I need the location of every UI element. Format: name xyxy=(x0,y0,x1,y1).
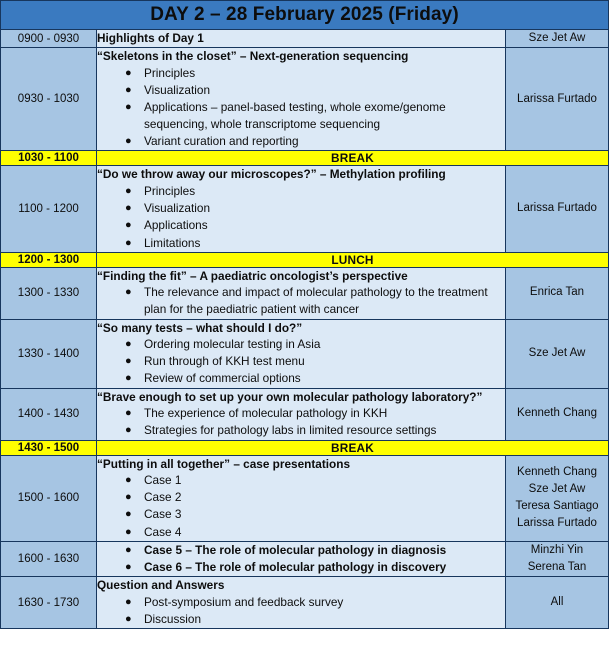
bullet-dot-icon: ● xyxy=(125,508,132,521)
bullet-dot-icon: ● xyxy=(125,474,132,487)
session-time-cell: 1400 - 1430 xyxy=(1,388,97,440)
session-bullet-list xyxy=(97,405,505,439)
bullet-text: Case 6 – The role of molecular pathology in discovery xyxy=(144,559,447,574)
session-row xyxy=(1,166,609,252)
break-row xyxy=(1,440,609,455)
bullet-item xyxy=(97,82,505,99)
speaker-cell xyxy=(506,48,609,151)
session-bullet-list xyxy=(97,472,505,540)
bullet-dot-icon: ● xyxy=(125,560,132,573)
session-time-cell: 0900 - 0930 xyxy=(1,30,97,48)
session-title: “Skeletons in the closet” – Next-generation sequencing xyxy=(97,49,409,64)
bullet-dot-icon: ● xyxy=(125,595,132,608)
session-row xyxy=(1,319,609,388)
bullet-dot-icon: ● xyxy=(125,135,132,148)
session-topic-cell xyxy=(97,541,506,577)
bullet-item xyxy=(97,200,505,217)
bullet-item xyxy=(97,559,505,576)
bullet-item xyxy=(97,133,505,150)
bullet-text: Case 1 xyxy=(144,473,182,488)
break-row xyxy=(1,151,609,166)
session-topic-cell xyxy=(97,166,506,252)
bullet-text: Case 3 xyxy=(144,507,182,522)
bullet-text: Visualization xyxy=(144,201,211,216)
speaker-name: Minzhi Yin xyxy=(530,543,584,556)
bullet-text: Case 4 xyxy=(144,524,182,539)
bullet-text: Strategies for pathology labs in limited resource settings xyxy=(144,423,437,438)
bullet-item xyxy=(97,542,505,559)
bullet-item xyxy=(97,370,505,387)
speaker-name: Larissa Furtado xyxy=(517,517,597,530)
bullet-text: Principles xyxy=(144,66,196,80)
bullet-item xyxy=(97,353,505,370)
bullet-dot-icon: ● xyxy=(125,84,132,97)
bullet-dot-icon: ● xyxy=(125,543,132,556)
session-topic-cell xyxy=(97,319,506,388)
bullet-text: Visualization xyxy=(144,83,211,98)
speaker-name: Serena Tan xyxy=(527,560,587,573)
bullet-item xyxy=(97,217,505,234)
session-row xyxy=(1,541,609,577)
bullet-dot-icon: ● xyxy=(125,185,132,198)
speaker-name: Larissa Furtado xyxy=(517,92,597,105)
bullet-item xyxy=(97,472,505,489)
bullet-text: Case 2 xyxy=(144,490,182,505)
bullet-text: Variant curation and reporting xyxy=(144,134,299,149)
day-title: DAY 2 – 28 February 2025 (Friday) xyxy=(1,1,609,30)
break-label: LUNCH xyxy=(97,252,609,267)
session-title: “Brave enough to set up your own molecular pathology laboratory?” xyxy=(97,389,483,404)
bullet-dot-icon: ● xyxy=(125,101,132,114)
speaker-cell xyxy=(506,388,609,440)
bullet-dot-icon: ● xyxy=(125,525,132,538)
bullet-text: Limitations xyxy=(144,235,201,250)
session-title: “Do we throw away our microscopes?” – Methylation profiling xyxy=(97,167,446,182)
bullet-text: Case 5 – The role of molecular pathology in diagnosis xyxy=(144,542,447,557)
break-label: BREAK xyxy=(97,151,609,166)
speaker-cell xyxy=(506,455,609,541)
bullet-text: The experience of molecular pathology in KKH xyxy=(144,406,388,421)
speaker-cell xyxy=(506,166,609,252)
bullet-text: Post-symposium and feedback survey xyxy=(144,594,344,609)
session-time-cell: 1500 - 1600 xyxy=(1,455,97,541)
break-time-cell: 1030 - 1100 xyxy=(1,151,97,166)
session-row xyxy=(1,48,609,151)
speaker-name: Teresa Santiago xyxy=(515,500,599,513)
session-row xyxy=(1,267,609,319)
session-row xyxy=(1,388,609,440)
speaker-name: Larissa Furtado xyxy=(517,202,597,215)
bullet-dot-icon: ● xyxy=(125,338,132,351)
speaker-cell xyxy=(506,319,609,388)
bullet-dot-icon: ● xyxy=(125,424,132,437)
bullet-dot-icon: ● xyxy=(125,372,132,385)
bullet-text: Applications – panel-based testing, whole exome/genome sequencing, whole transcriptome sequencing xyxy=(144,100,446,132)
session-row xyxy=(1,30,609,48)
bullet-text: Review of commercial options xyxy=(144,371,301,386)
bullet-item xyxy=(97,594,505,611)
session-time-cell: 0930 - 1030 xyxy=(1,48,97,151)
speaker-name: Sze Jet Aw xyxy=(528,32,586,44)
bullet-item xyxy=(97,506,505,523)
bullet-item xyxy=(97,489,505,506)
bullet-item xyxy=(97,183,505,200)
bullet-text: Discussion xyxy=(144,611,202,626)
break-time-cell: 1430 - 1500 xyxy=(1,440,97,455)
session-title: “Putting in all together” – case presentations xyxy=(97,456,351,471)
bullet-text: Applications xyxy=(144,218,208,233)
bullet-item xyxy=(97,524,505,541)
speaker-name: Kenneth Chang xyxy=(517,465,597,478)
session-topic-cell xyxy=(97,48,506,151)
bullet-text: Principles xyxy=(144,184,196,199)
speaker-name: Sze Jet Aw xyxy=(528,346,586,359)
bullet-item xyxy=(97,99,505,133)
bullet-item xyxy=(97,65,505,82)
bullet-text: Run through of KKH test menu xyxy=(144,354,305,369)
bullet-item xyxy=(97,611,505,628)
session-bullet-list xyxy=(97,542,505,576)
speaker-name: All xyxy=(550,595,564,608)
speaker-cell xyxy=(506,577,609,629)
session-topic-cell xyxy=(97,577,506,629)
speaker-name: Enrica Tan xyxy=(529,286,585,299)
session-title: Highlights of Day 1 xyxy=(97,31,204,46)
bullet-dot-icon: ● xyxy=(125,612,132,625)
bullet-dot-icon: ● xyxy=(125,202,132,215)
speaker-cell xyxy=(506,541,609,577)
session-bullet-list xyxy=(97,336,505,387)
bullet-dot-icon: ● xyxy=(125,236,132,249)
session-time-cell: 1600 - 1630 xyxy=(1,541,97,577)
session-topic-cell xyxy=(97,30,506,48)
bullet-text: The relevance and impact of molecular pathology to the treatment plan for the paediatric patient with cancer xyxy=(144,285,488,317)
bullet-dot-icon: ● xyxy=(125,286,132,299)
session-title: “So many tests – what should I do?” xyxy=(97,320,303,335)
bullet-item xyxy=(97,336,505,353)
bullet-dot-icon: ● xyxy=(125,407,132,420)
speaker-cell xyxy=(506,30,609,48)
bullet-item xyxy=(97,405,505,422)
session-bullet-list xyxy=(97,594,505,628)
schedule-body xyxy=(1,1,609,629)
bullet-item xyxy=(97,422,505,439)
session-topic-cell xyxy=(97,267,506,319)
session-row xyxy=(1,577,609,629)
break-label: BREAK xyxy=(97,440,609,455)
bullet-dot-icon: ● xyxy=(125,67,132,79)
session-bullet-list xyxy=(97,284,505,318)
break-time-cell: 1200 - 1300 xyxy=(1,252,97,267)
bullet-dot-icon: ● xyxy=(125,219,132,232)
session-time-cell: 1300 - 1330 xyxy=(1,267,97,319)
session-time-cell: 1330 - 1400 xyxy=(1,319,97,388)
session-row xyxy=(1,455,609,541)
break-row xyxy=(1,252,609,267)
session-topic-cell xyxy=(97,455,506,541)
session-title: Question and Answers xyxy=(97,578,225,593)
bullet-dot-icon: ● xyxy=(125,491,132,504)
speaker-name: Sze Jet Aw xyxy=(528,482,586,495)
session-bullet-list xyxy=(97,65,505,150)
bullet-item xyxy=(97,235,505,252)
bullet-dot-icon: ● xyxy=(125,355,132,368)
session-time-cell: 1100 - 1200 xyxy=(1,166,97,252)
speaker-cell xyxy=(506,267,609,319)
day-header-row xyxy=(1,1,609,30)
session-topic-cell xyxy=(97,388,506,440)
session-bullet-list xyxy=(97,183,505,251)
speaker-name: Kenneth Chang xyxy=(517,407,597,420)
bullet-item xyxy=(97,284,505,318)
bullet-text: Ordering molecular testing in Asia xyxy=(144,337,321,352)
session-time-cell: 1630 - 1730 xyxy=(1,577,97,629)
session-title: “Finding the fit” – A paediatric oncologist’s perspective xyxy=(97,268,408,283)
